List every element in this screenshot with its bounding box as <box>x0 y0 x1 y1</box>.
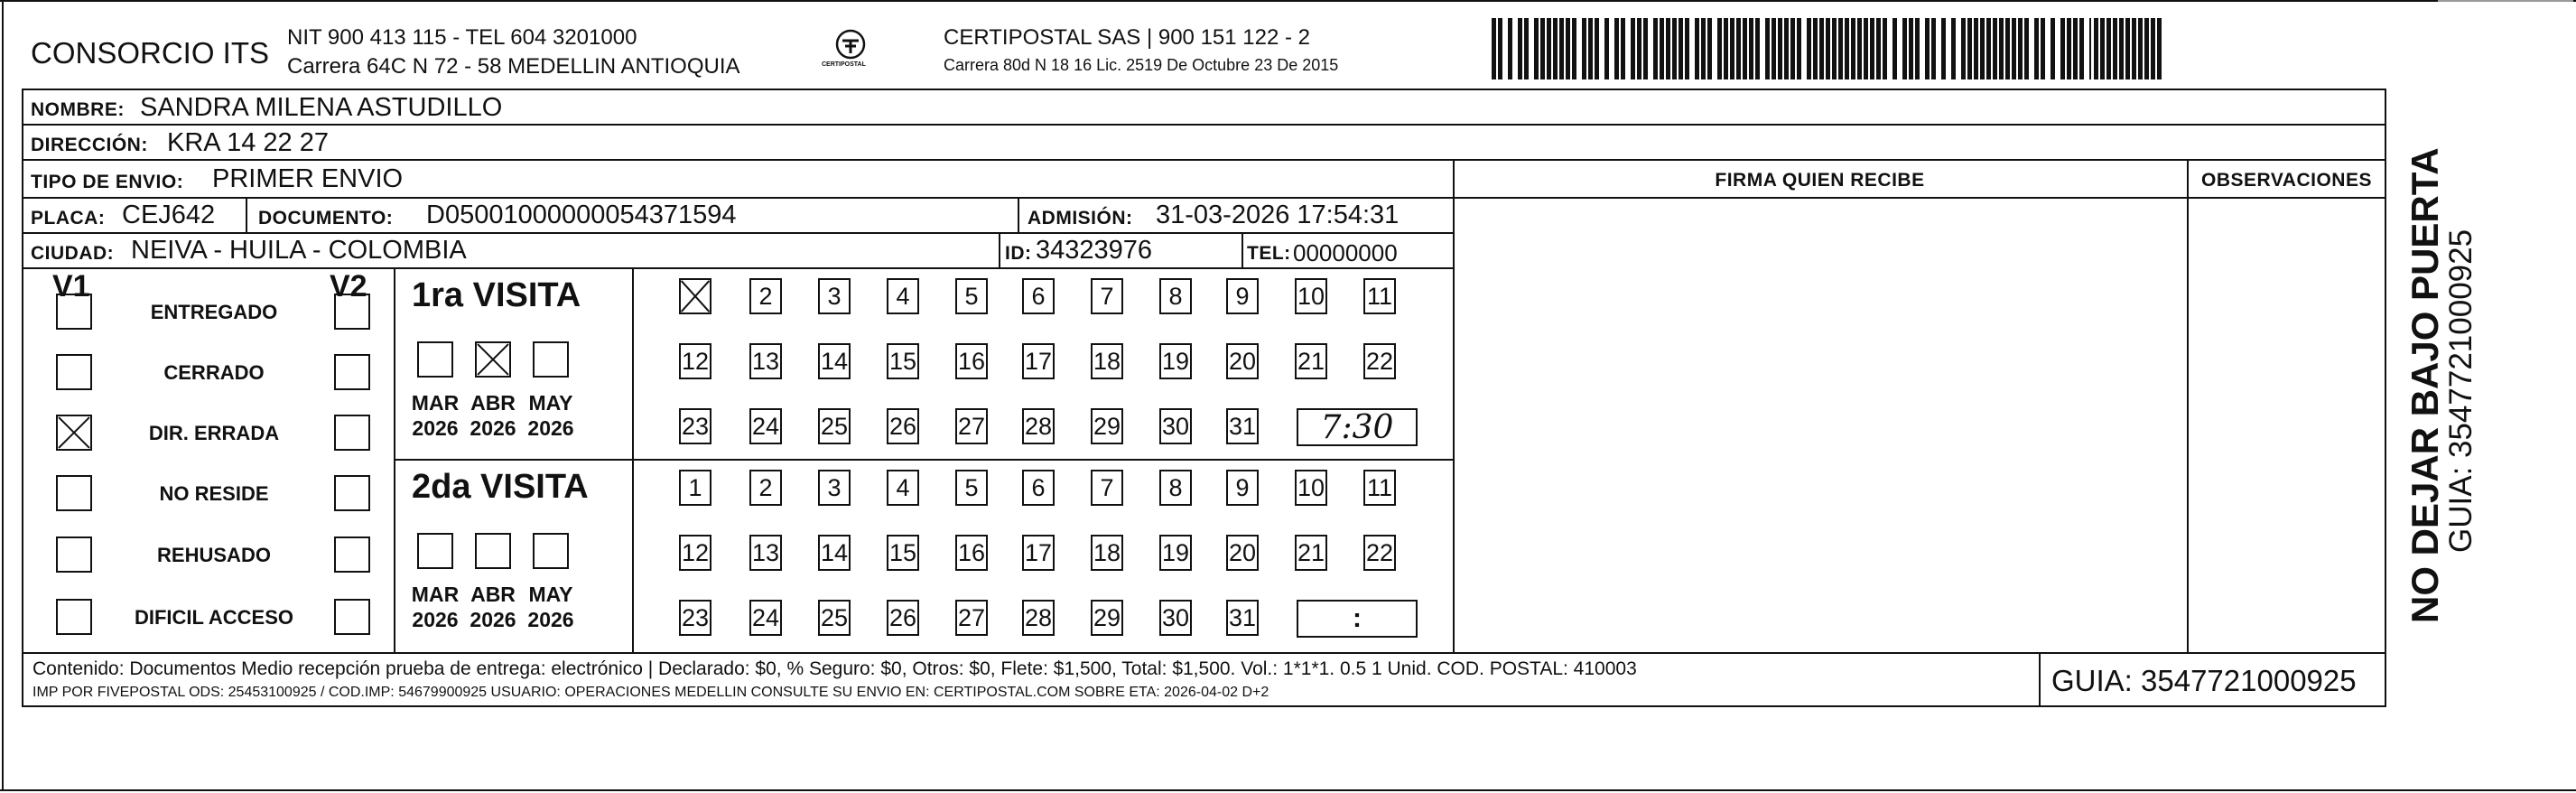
status-v1-checkbox[interactable] <box>56 599 92 635</box>
visit-month-label <box>461 390 525 441</box>
visit-month-year: 2026 <box>470 416 516 440</box>
visit-day-box[interactable]: 13 <box>749 343 782 379</box>
visit-day-box[interactable]: 16 <box>955 343 988 379</box>
tipo-envio-label: TIPO DE ENVIO: <box>31 172 184 192</box>
visit-separator-line <box>394 459 1453 461</box>
visit-time-box[interactable] <box>1297 600 1418 638</box>
visit-month-name: MAY <box>528 583 573 606</box>
visit-day-box[interactable]: 21 <box>1295 535 1327 571</box>
v2-label: V2 <box>330 269 367 303</box>
visit-day-box[interactable]: 9 <box>1226 278 1259 314</box>
visit-day-box[interactable]: 4 <box>887 278 919 314</box>
visit-day-box[interactable]: 23 <box>679 408 711 444</box>
visit-day-box[interactable]: 12 <box>679 535 711 571</box>
direccion-value: KRA 14 22 27 <box>167 128 329 157</box>
admision-value: 31-03-2026 17:54:31 <box>1156 201 1400 229</box>
status-v2-checkbox[interactable] <box>334 354 370 390</box>
visit-day-box[interactable]: 28 <box>1022 408 1055 444</box>
visit-time-value: 7:30 <box>1320 408 1394 446</box>
visit-time-box[interactable] <box>1297 408 1418 446</box>
tel-divider <box>1242 232 1243 267</box>
visit-day-box[interactable]: 19 <box>1159 343 1192 379</box>
footer-guia-divider <box>2039 652 2041 706</box>
visit-day-box[interactable]: 11 <box>1363 278 1396 314</box>
visit-month-year: 2026 <box>527 608 574 631</box>
visit-day-box[interactable]: 23 <box>679 600 711 636</box>
side-warning: NO DEJAR BAJO PUERTA <box>2404 147 2446 623</box>
visit-month-checkbox[interactable] <box>533 341 569 378</box>
tipo-envio-value: PRIMER ENVIO <box>212 164 404 193</box>
v1-label: V1 <box>52 269 90 303</box>
company-address: Carrera 64C N 72 - 58 MEDELLIN ANTIOQUIA <box>287 54 740 79</box>
visit-day-box[interactable]: 11 <box>1363 470 1396 506</box>
visit-day-box[interactable]: 30 <box>1159 600 1192 636</box>
status-v2-checkbox[interactable] <box>334 415 370 451</box>
visit-day-box[interactable]: 6 <box>1022 470 1055 506</box>
visit-day-box[interactable]: 24 <box>749 408 782 444</box>
status-label: ENTREGADO <box>150 301 278 323</box>
row-line-1 <box>22 124 2385 126</box>
visit-day-box[interactable]: 20 <box>1226 343 1259 379</box>
admision-divider <box>1018 197 1019 232</box>
visit-day-box[interactable]: 20 <box>1226 535 1259 571</box>
page-left-border <box>2 0 4 791</box>
visit-day-box[interactable]: 14 <box>818 535 851 571</box>
observaciones-left-line <box>2187 159 2189 652</box>
row-line-5 <box>22 267 1453 269</box>
visit-day-box[interactable]: 12 <box>679 343 711 379</box>
status-v1-checkbox[interactable] <box>56 415 92 451</box>
company-name: CONSORCIO ITS <box>31 36 270 70</box>
form-right-line <box>2385 89 2386 707</box>
visit-month-name: MAY <box>528 391 573 415</box>
form-bottom-line <box>22 705 2386 707</box>
visit-day-box[interactable]: 2 <box>749 470 782 506</box>
status-v1-checkbox[interactable] <box>56 294 92 330</box>
admision-label: ADMISIÓN: <box>1028 208 1133 229</box>
visit-day-box[interactable]: 18 <box>1091 343 1123 379</box>
form-left-line <box>22 89 23 707</box>
id-label: ID: <box>1005 243 1032 264</box>
id-value: 34323976 <box>1036 236 1153 265</box>
visit-day-box[interactable]: 14 <box>818 343 851 379</box>
visit-day-box[interactable]: 19 <box>1159 535 1192 571</box>
visit-day-box[interactable]: 2 <box>749 278 782 314</box>
visit-day-box[interactable]: 24 <box>749 600 782 636</box>
status-v1-checkbox[interactable] <box>56 475 92 511</box>
visit-day-box[interactable]: 15 <box>887 343 919 379</box>
observaciones-field[interactable] <box>2190 200 2383 650</box>
visit-month-label <box>519 390 582 441</box>
visit-day-box[interactable]: 31 <box>1226 600 1259 636</box>
visit-day-box[interactable]: 21 <box>1295 343 1327 379</box>
firma-left-line <box>1453 159 1455 652</box>
visit-day-box[interactable]: 16 <box>955 535 988 571</box>
certipostal-logo <box>823 25 878 79</box>
side-guia: GUIA: 3547721000925 <box>2443 229 2478 553</box>
row-line-3 <box>22 197 1453 199</box>
placa-value: CEJ642 <box>122 201 216 229</box>
visit-day-box[interactable]: 13 <box>749 535 782 571</box>
status-v1-checkbox[interactable] <box>56 536 92 573</box>
page-bottom-border <box>0 789 2576 791</box>
footer-guia: GUIA: 3547721000925 <box>2051 664 2357 697</box>
status-v1-checkbox[interactable] <box>56 354 92 390</box>
certipostal-info: CERTIPOSTAL SAS | 900 151 122 - 2 <box>944 25 1310 50</box>
visit-day-box[interactable]: 8 <box>1159 470 1192 506</box>
visit-day-box[interactable]: 7 <box>1091 470 1123 506</box>
visit-day-box[interactable]: 3 <box>818 470 851 506</box>
visit-day-box[interactable]: 18 <box>1091 535 1123 571</box>
visit-day-box[interactable]: 26 <box>887 408 919 444</box>
visit-day-box[interactable]: 28 <box>1022 600 1055 636</box>
visit-day-box[interactable]: 7 <box>1091 278 1123 314</box>
visit-day-box[interactable]: 29 <box>1091 600 1123 636</box>
page-top-border <box>0 0 2576 2</box>
placa-divider <box>246 197 247 232</box>
ciudad-label: CIUDAD: <box>31 243 115 264</box>
id-divider <box>999 232 1000 267</box>
status-label: REHUSADO <box>157 544 271 566</box>
status-v2-checkbox[interactable] <box>334 536 370 573</box>
visit-month-year: 2026 <box>470 608 516 631</box>
visit-day-box[interactable]: 3 <box>818 278 851 314</box>
tel-value: 00000000 <box>1293 239 1398 266</box>
columns-header-underline <box>1453 197 2385 199</box>
visit-day-box[interactable]: 8 <box>1159 278 1192 314</box>
visit-month-year: 2026 <box>412 416 459 440</box>
certipostal-logo-text: CERTIPOSTAL <box>822 61 866 68</box>
visit-time-value: : <box>1353 603 1362 633</box>
visit-month-label <box>404 390 467 441</box>
visit-day-box[interactable]: 5 <box>955 278 988 314</box>
visit-month-checkbox[interactable] <box>417 533 453 569</box>
form-top-line <box>22 89 2385 90</box>
visit-month-checkbox[interactable] <box>475 341 511 378</box>
page-top-right-mark <box>2438 0 2573 2</box>
documento-label: DOCUMENTO: <box>258 208 394 229</box>
row-line-6 <box>22 652 2385 654</box>
visit-day-box[interactable]: 4 <box>887 470 919 506</box>
placa-label: PLACA: <box>31 208 106 229</box>
barcode <box>1490 18 2167 79</box>
visit-day-box[interactable]: 22 <box>1363 343 1396 379</box>
status-label: CERRADO <box>163 361 265 384</box>
visit-month-label <box>404 582 467 632</box>
status-v2-checkbox[interactable] <box>334 599 370 635</box>
visit-day-box[interactable]: 25 <box>818 408 851 444</box>
visit-month-year: 2026 <box>527 416 574 440</box>
status-label: DIR. ERRADA <box>148 422 280 444</box>
tel-label: TEL: <box>1247 243 1291 264</box>
status-v2-checkbox[interactable] <box>334 294 370 330</box>
visit-month-name: ABR <box>470 391 516 415</box>
visit-title: 2da VISITA <box>412 468 589 506</box>
status-v2-checkbox[interactable] <box>334 475 370 511</box>
visit-day-box[interactable]: 17 <box>1022 343 1055 379</box>
observaciones-header: OBSERVACIONES <box>2201 170 2372 191</box>
visit-month-checkbox[interactable] <box>533 533 569 569</box>
visit-month-name: ABR <box>470 583 516 606</box>
company-nit-tel: NIT 900 413 115 - TEL 604 3201000 <box>287 25 637 50</box>
visit-day-box[interactable]: 31 <box>1226 408 1259 444</box>
visit-day-box[interactable]: 27 <box>955 408 988 444</box>
visit-day-box[interactable]: 15 <box>887 535 919 571</box>
row-line-4 <box>22 232 1453 234</box>
row-line-2 <box>22 159 2385 161</box>
visit-title: 1ra VISITA <box>412 276 581 314</box>
visit-day-box[interactable]: 9 <box>1226 470 1259 506</box>
firma-field[interactable] <box>1455 200 2185 650</box>
visit-day-box[interactable]: 27 <box>955 600 988 636</box>
nombre-label: NOMBRE: <box>31 99 125 120</box>
status-label: NO RESIDE <box>159 482 269 505</box>
visit-day-box[interactable]: 10 <box>1295 470 1327 506</box>
status-label: DIFICIL ACCESO <box>134 606 293 629</box>
visit-day-box[interactable]: 6 <box>1022 278 1055 314</box>
visit-day-box[interactable]: 25 <box>818 600 851 636</box>
visit-day-box[interactable]: 22 <box>1363 535 1396 571</box>
visit-month-year: 2026 <box>412 608 459 631</box>
visit-month-checkbox[interactable] <box>417 341 453 378</box>
firma-header: FIRMA QUIEN RECIBE <box>1715 170 1925 191</box>
direccion-label: DIRECCIÓN: <box>31 135 148 155</box>
visit-month-label <box>519 582 582 632</box>
visit-day-box[interactable]: 1 <box>679 470 711 506</box>
visit-month-name: MAR <box>411 583 460 606</box>
visit-day-box[interactable]: 29 <box>1091 408 1123 444</box>
visit-day-box[interactable]: 5 <box>955 470 988 506</box>
ciudad-value: NEIVA - HUILA - COLOMBIA <box>131 236 467 265</box>
visit-month-label <box>461 582 525 632</box>
visit-day-box[interactable]: 17 <box>1022 535 1055 571</box>
visit-month-name: MAR <box>411 391 460 415</box>
visit-month-checkbox[interactable] <box>475 533 511 569</box>
visit-day-box[interactable]: 26 <box>887 600 919 636</box>
documento-value: D05001000000054371594 <box>426 201 737 229</box>
nombre-value: SANDRA MILENA ASTUDILLO <box>140 93 503 122</box>
visit-day-box[interactable] <box>679 278 711 314</box>
footer-contenido: Contenido: Documentos Medio recepción prueba de entrega: electrónico | Declarado: $0, % Seguro: $0, Otros: $0, Flete: $1,500, Total: $1,500. Vol.: 1*1*1. 0.5 1 Unid. COD. POSTAL: 410003 <box>33 658 1637 679</box>
certipostal-address: Carrera 80d N 18 16 Lic. 2519 De Octubre 23 De 2015 <box>944 56 1339 74</box>
visit-day-box[interactable]: 30 <box>1159 408 1192 444</box>
visit-day-box[interactable]: 10 <box>1295 278 1327 314</box>
footer-imp: IMP POR FIVEPOSTAL ODS: 25453100925 / COD.IMP: 54679900925 USUARIO: OPERACIONES MEDELLIN CONSULTE SU ENVIO EN: CERTIPOSTAL.COM SOBRE ETA: 2026-04-02 D+2 <box>33 685 1269 700</box>
